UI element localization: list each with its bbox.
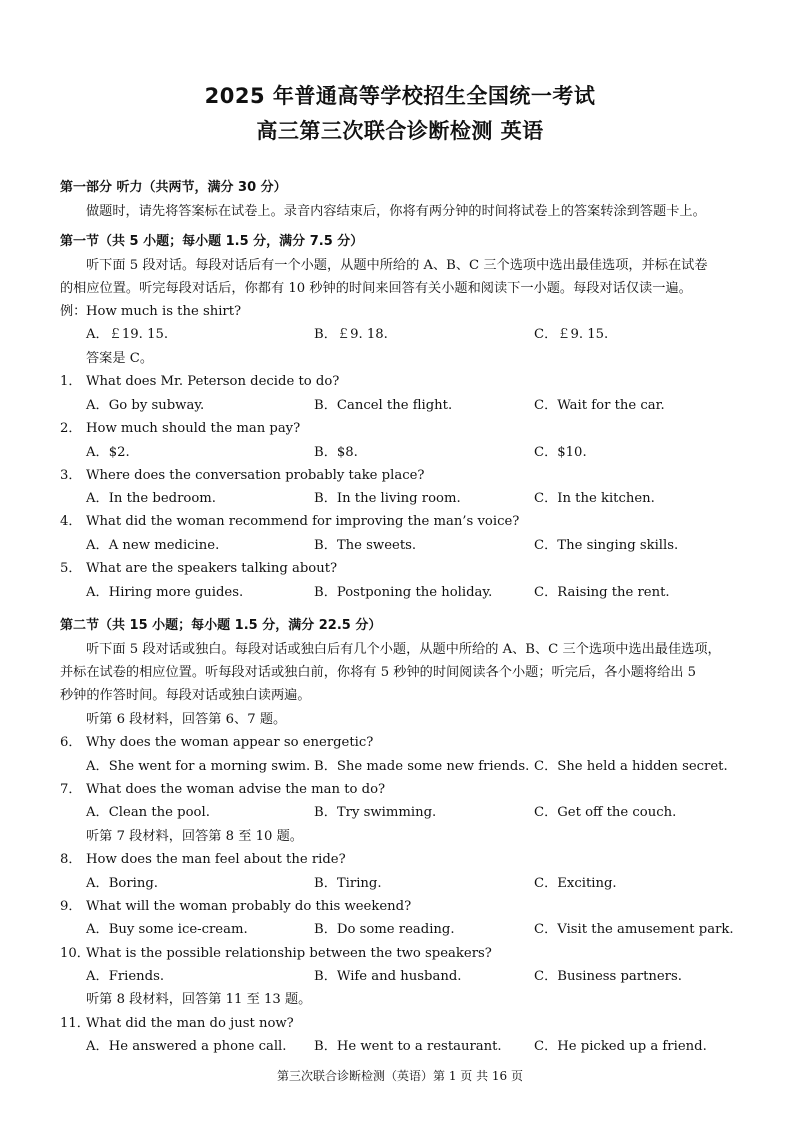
material-8-note: 听第 8 段材料，回答第 11 至 13 题。 bbox=[86, 992, 312, 1007]
question-9-options bbox=[60, 918, 750, 941]
option-a: A．In the bedroom. bbox=[86, 491, 216, 506]
option-b: B．The sweets. bbox=[314, 538, 417, 553]
option-a: A．Friends. bbox=[86, 969, 165, 984]
option-a: A．He answered a phone call. bbox=[86, 1039, 287, 1054]
option-b: B．Do some reading. bbox=[314, 922, 455, 937]
option-c: C．Get off the couch. bbox=[534, 805, 677, 820]
question-number: 10． bbox=[60, 946, 90, 961]
section2-instruction-line3: 秒钟的作答时间。每段对话或独白读两遍。 bbox=[60, 688, 311, 703]
option-c: C．$10. bbox=[534, 445, 587, 460]
question-text: What will the woman probably do this weekend? bbox=[86, 899, 412, 914]
question-number: 6． bbox=[60, 735, 82, 750]
question-2-options bbox=[60, 441, 750, 464]
option-a: A．Boring. bbox=[86, 876, 158, 891]
option-a: A．Go by subway. bbox=[86, 398, 205, 413]
question-text: How much should the man pay? bbox=[86, 421, 301, 436]
section2-heading: 第二节（共 15 小题；每小题 1.5 分，满分 22.5 分） bbox=[60, 618, 382, 633]
question-3-options bbox=[60, 487, 750, 510]
question-8 bbox=[60, 848, 750, 871]
example-option-b: B．￡9. 18. bbox=[314, 327, 388, 342]
option-c: C．Business partners. bbox=[534, 969, 682, 984]
option-b: B．Try swimming. bbox=[314, 805, 437, 820]
question-6-options bbox=[60, 755, 750, 778]
question-11-options bbox=[60, 1035, 750, 1058]
question-7 bbox=[60, 778, 750, 801]
question-4 bbox=[60, 510, 750, 533]
option-c: C．Raising the rent. bbox=[534, 585, 670, 600]
question-2 bbox=[60, 417, 750, 440]
option-c: C．Wait for the car. bbox=[534, 398, 665, 413]
material-7-note: 听第 7 段材料，回答第 8 至 10 题。 bbox=[86, 829, 303, 844]
option-b: B．Tiring. bbox=[314, 876, 382, 891]
question-text: Where does the conversation probably take place? bbox=[86, 468, 425, 483]
question-6 bbox=[60, 731, 750, 754]
exam-title: 2025 年普通高等学校招生全国统一考试 bbox=[204, 84, 596, 108]
question-text: Why does the woman appear so energetic? bbox=[86, 735, 374, 750]
option-c: C．He picked up a friend. bbox=[534, 1039, 707, 1054]
option-a: A．Clean the pool. bbox=[86, 805, 210, 820]
question-1-options bbox=[60, 394, 750, 417]
option-b: B．$8. bbox=[314, 445, 358, 460]
question-text: How does the man feel about the ride? bbox=[86, 852, 346, 867]
question-10 bbox=[60, 942, 750, 965]
option-a: A．A new medicine. bbox=[86, 538, 220, 553]
material-6-note: 听第 6 段材料，回答第 6、7 题。 bbox=[86, 712, 287, 727]
option-b: B．Cancel the flight. bbox=[314, 398, 453, 413]
question-3 bbox=[60, 464, 750, 487]
question-number: 5． bbox=[60, 561, 82, 576]
example-question-text: How much is the shirt? bbox=[86, 304, 242, 319]
example-question bbox=[60, 300, 750, 323]
example-option-c: C．￡9. 15. bbox=[534, 327, 609, 342]
section2-instruction-line2: 并标在试卷的相应位置。听每段对话或独白前，你将有 5 秒钟的时间阅读各个小题；听完后，各小题将给出 5 bbox=[60, 665, 696, 680]
question-5 bbox=[60, 557, 750, 580]
option-b: B．Postponing the holiday. bbox=[314, 585, 493, 600]
question-text: What did the woman recommend for improving the man’s voice? bbox=[86, 514, 520, 529]
option-a: A．$2. bbox=[86, 445, 130, 460]
option-c: C．The singing skills. bbox=[534, 538, 679, 553]
page-footer: 第三次联合诊断检测（英语）第 1 页 共 16 页 bbox=[277, 1069, 523, 1083]
question-1 bbox=[60, 370, 750, 393]
part1-heading: 第一部分 听力（共两节，满分 30 分） bbox=[60, 180, 287, 195]
question-number: 11． bbox=[60, 1016, 90, 1031]
option-c: C．She held a hidden secret. bbox=[534, 759, 728, 774]
option-a: A．She went for a morning swim. bbox=[86, 759, 311, 774]
question-7-options bbox=[60, 801, 750, 824]
option-a: A．Hiring more guides. bbox=[86, 585, 244, 600]
option-b: B．He went to a restaurant. bbox=[314, 1039, 502, 1054]
example-options bbox=[60, 323, 750, 346]
question-text: What does the woman advise the man to do? bbox=[86, 782, 386, 797]
question-text: What is the possible relationship between the two speakers? bbox=[86, 946, 492, 961]
section1-heading: 第一节（共 5 小题；每小题 1.5 分，满分 7.5 分） bbox=[60, 234, 364, 249]
question-9 bbox=[60, 895, 750, 918]
option-b: B．Wife and husband. bbox=[314, 969, 462, 984]
option-c: C．Exciting. bbox=[534, 876, 617, 891]
option-a: A．Buy some ice-cream. bbox=[86, 922, 248, 937]
option-c: C．In the kitchen. bbox=[534, 491, 655, 506]
question-text: What did the man do just now? bbox=[86, 1016, 294, 1031]
example-option-a: A．￡19. 15. bbox=[86, 327, 169, 342]
question-number: 3． bbox=[60, 468, 82, 483]
section1-instruction-line2: 的相应位置。听完每段对话后，你都有 10 秒钟的时间来回答有关小题和阅读下一小题。每段对话仅读一遍。 bbox=[60, 281, 692, 296]
question-number: 4． bbox=[60, 514, 82, 529]
exam-subtitle: 高三第三次联合诊断检测 英语 bbox=[256, 119, 544, 143]
question-8-options bbox=[60, 872, 750, 895]
question-10-options bbox=[60, 965, 750, 988]
option-b: B．She made some new friends. bbox=[314, 759, 530, 774]
option-b: B．In the living room. bbox=[314, 491, 461, 506]
example-prefix: 例： bbox=[60, 304, 87, 319]
section2-instruction-line1: 听下面 5 段对话或独白。每段对话或独白后有几个小题，从题中所给的 A、B、C 三个选项中选出最佳选项， bbox=[86, 642, 721, 657]
question-number: 9． bbox=[60, 899, 82, 914]
question-number: 7． bbox=[60, 782, 82, 797]
question-4-options bbox=[60, 534, 750, 557]
question-number: 1． bbox=[60, 374, 82, 389]
question-11 bbox=[60, 1012, 750, 1035]
section1-instruction-line1: 听下面 5 段对话。每段对话后有一个小题，从题中所给的 A、B、C 三个选项中选出最佳选项，并标在试卷 bbox=[86, 258, 708, 273]
question-number: 2． bbox=[60, 421, 82, 436]
question-text: What are the speakers talking about? bbox=[86, 561, 338, 576]
question-text: What does Mr. Peterson decide to do? bbox=[86, 374, 340, 389]
question-number: 8． bbox=[60, 852, 82, 867]
question-5-options bbox=[60, 581, 750, 604]
option-c: C．Visit the amusement park. bbox=[534, 922, 734, 937]
part1-instruction: 做题时，请先将答案标在试卷上。录音内容结束后，你将有两分钟的时间将试卷上的答案转涂到答题卡上。 bbox=[86, 204, 706, 219]
example-answer: 答案是 C。 bbox=[86, 351, 154, 366]
